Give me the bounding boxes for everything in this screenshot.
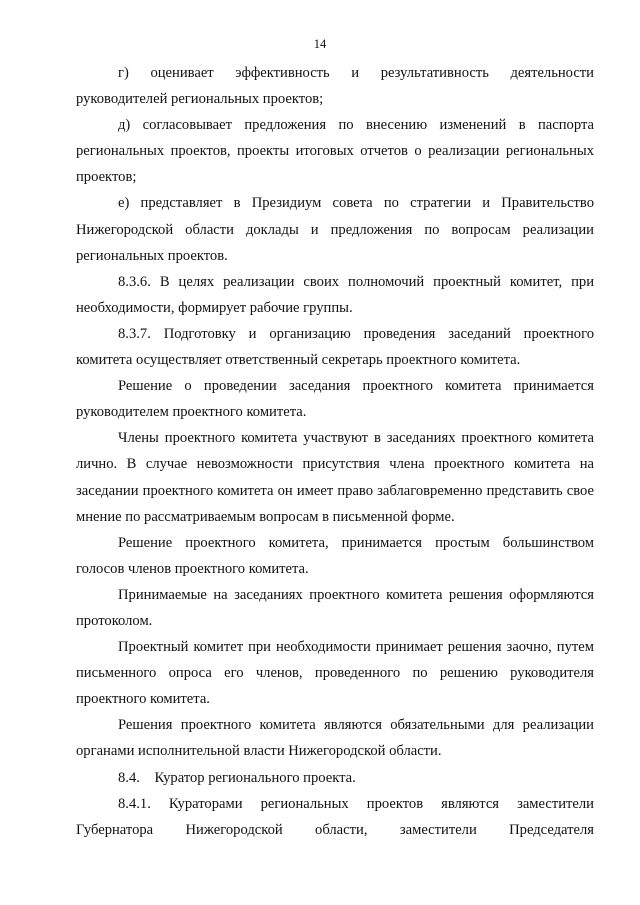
paragraph-protocol: Принимаемые на заседаниях проектного комитета решения оформляются протоколом. [76, 586, 594, 629]
paragraph-binding-decisions: Решения проектного комитета являются обязательными для реализации органами исполнительной власти Нижегородской области. [76, 717, 594, 760]
paragraph-item-g: г) оценивает эффективность и результативность деятельности руководителей региональных проектов; [76, 65, 594, 108]
paragraph-majority-vote: Решение проектного комитета, принимается простым большинством голосов членов проектного комитета. [76, 534, 594, 577]
paragraph-8-4-1: 8.4.1. Кураторами региональных проектов являются заместители Губернатора Нижегородской области, заместители Председателя [76, 795, 594, 838]
paragraph-8-3-6: 8.3.6. В целях реализации своих полномочий проектный комитет, при необходимости, формирует рабочие группы. [76, 273, 594, 316]
paragraph-meeting-decision: Решение о проведении заседания проектного комитета принимается руководителем проектного комитета. [76, 378, 594, 421]
paragraph-members-participation: Члены проектного комитета участвуют в заседаниях проектного комитета лично. В случае невозможности присутствия члена проектного комитета на заседании проектного комитета он имеет право заблаговременно представить свое мнение по рассматриваемым вопросам в письменной форме. [76, 430, 594, 525]
page-number: 14 [313, 37, 327, 51]
document-body [76, 60, 594, 843]
paragraph-item-d: д) согласовывает предложения по внесению изменений в паспорта региональных проектов, проекты итоговых отчетов о реализации региональных проектов; [76, 117, 594, 186]
paragraph-item-e: е) представляет в Президиум совета по стратегии и Правительство Нижегородской области доклады и предложения по вопросам реализации региональных проектов. [76, 195, 594, 264]
paragraph-absentee-decision: Проектный комитет при необходимости принимает решения заочно, путем письменного опроса его членов, проведенного по решению руководителя проектного комитета. [76, 639, 594, 708]
paragraph-8-3-7: 8.3.7. Подготовку и организацию проведения заседаний проектного комитета осуществляет ответственный секретарь проектного комитета. [76, 325, 594, 369]
section-heading-8-4: 8.4. Куратор регионального проекта. [118, 769, 356, 786]
